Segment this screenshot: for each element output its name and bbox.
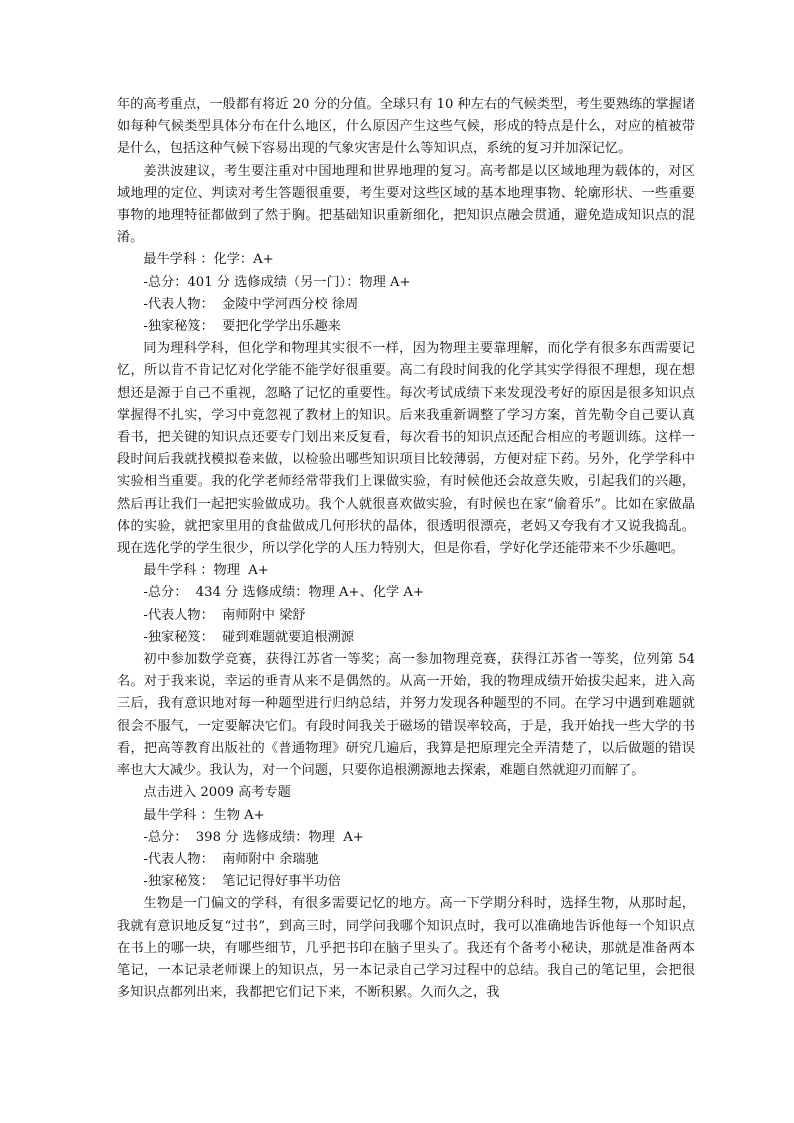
representative-line: -代表人物： 南师附中 梁舒 [143, 607, 306, 623]
subject-heading: 最牛学科 ：生物 A+ [143, 807, 265, 823]
tip-line: -独家秘笈： 碰到难题就要追根溯源 [143, 629, 355, 645]
paragraph: 年的高考重点，一般都有将近 20 分的分值。全球只有 10 种左右的气候类型，考生要熟练的掌握诸如每种气候类型具体分布在什么地区，什么原因产生这些气候，形成的特点是什么，对应的植被带是什么，包括这种气候下容易出现的气象灾害是什么等知识点，系统的复习并加深记忆。 [117, 97, 695, 157]
document-page [117, 94, 695, 1004]
paragraph: 生物是一门偏文的学科，有很多需要记忆的地方。高一下学期分科时，选择生物，从那时起，我就有意识地反复“过书”，到高三时，同学问我哪个知识点时，我可以准确地告诉他每一个知识点在书上的哪一块，有哪些细节，几乎把书印在脑子里头了。我还有个备考小秘诀，那就是准备两本笔记，一本记录老师课上的知识点，另一本记录自己学习过程中的总结。我自己的笔记里，会把很多知识点都列出来，我都把它们记下来，不断积累。久而久之，我 [117, 896, 695, 1001]
tip-line: -独家秘笈： 要把化学学出乐趣来 [143, 319, 341, 335]
special-topic-link[interactable]: 点击进入 2009 高考专题 [143, 785, 291, 801]
subject-heading: 最牛学科 ：物理 A+ [143, 563, 269, 579]
subject-heading: 最牛学科 ：化学：A+ [143, 252, 274, 268]
paragraph: 初中参加数学竞赛，获得江苏省一等奖；高一参加物理竞赛，获得江苏省一等奖，位列第 54 名。对于我来说，幸运的垂青从来不是偶然的。从高一开始，我的物理成绩开始拔尖起来，进入高三后，我有意识地对每一种题型进行归纳总结，并努力发现各种题型的不同。在学习中遇到难题就很会不服气，一定要解决它们。有段时间我关于磁场的错误率较高，于是，我开始找一些大学的书看，把高等教育出版社的《普通物理》研究几遍后，我算是把原理完全弄清楚了，以后做题的错误率也大大减少。我认为，对一个问题，只要你追根溯源地去探索，难题自然就迎刃而解了。 [117, 652, 695, 779]
score-line: -总分： 434 分 选修成绩：物理 A+、化学 A+ [143, 585, 424, 601]
representative-line: -代表人物： 金陵中学河西分校 徐周 [143, 296, 359, 312]
paragraph: 姜洪波建议，考生要注重对中国地理和世界地理的复习。高考都是以区域地理为载体的，对区域地理的定位、判读对考生答题很重要，考生要对这些区域的基本地理事物、轮廓形状、一些重要事物的地理特征都做到了然于胸。把基础知识重新细化，把知识点融会贯通，避免造成知识点的混淆。 [117, 163, 695, 246]
score-line: -总分： 398 分 选修成绩：物理 A+ [143, 829, 364, 845]
paragraph: 同为理科学科，但化学和物理其实很不一样，因为物理主要靠理解，而化学有很多东西需要记忆，所以肯不肯记忆对化学能不能学好很重要。高二有段时间我的化学其实学得很不理想，现在想想还是源于自己不重视，忽略了记忆的重要性。每次考试成绩下来发现没考好的原因是很多知识点掌握得不扎实，学习中竟忽视了教材上的知识。后来我重新调整了学习方案，首先勒令自己要认真看书，把关键的知识点还要专门划出来反复看，每次看书的知识点还配合相应的考题训练。这样一段时间后我就找模拟卷来做，以检验出哪些知识项目比较薄弱，方便对症下药。另外，化学学科中实验相当重要。我的化学老师经常带我们上课做实验，有时候他还会故意失败，引起我们的兴趣，然后再让我们一起把实验做成功。我个人就很喜欢做实验，有时候也在家“偷着乐”。比如在家做晶体的实验，就把家里用的食盐做成几何形状的晶体，很透明很漂亮，老妈又夸我有才又说我捣乱。现在选化学的学生很少，所以学化学的人压力特别大，但是你看，学好化学还能带来不少乐趣吧。 [117, 341, 695, 557]
score-line: -总分：401 分 选修成绩（另一门）：物理 A+ [143, 274, 411, 290]
representative-line: -代表人物： 南师附中 余瑞驰 [143, 851, 319, 867]
tip-line: -独家秘笈： 笔记记得好事半功倍 [143, 874, 341, 890]
